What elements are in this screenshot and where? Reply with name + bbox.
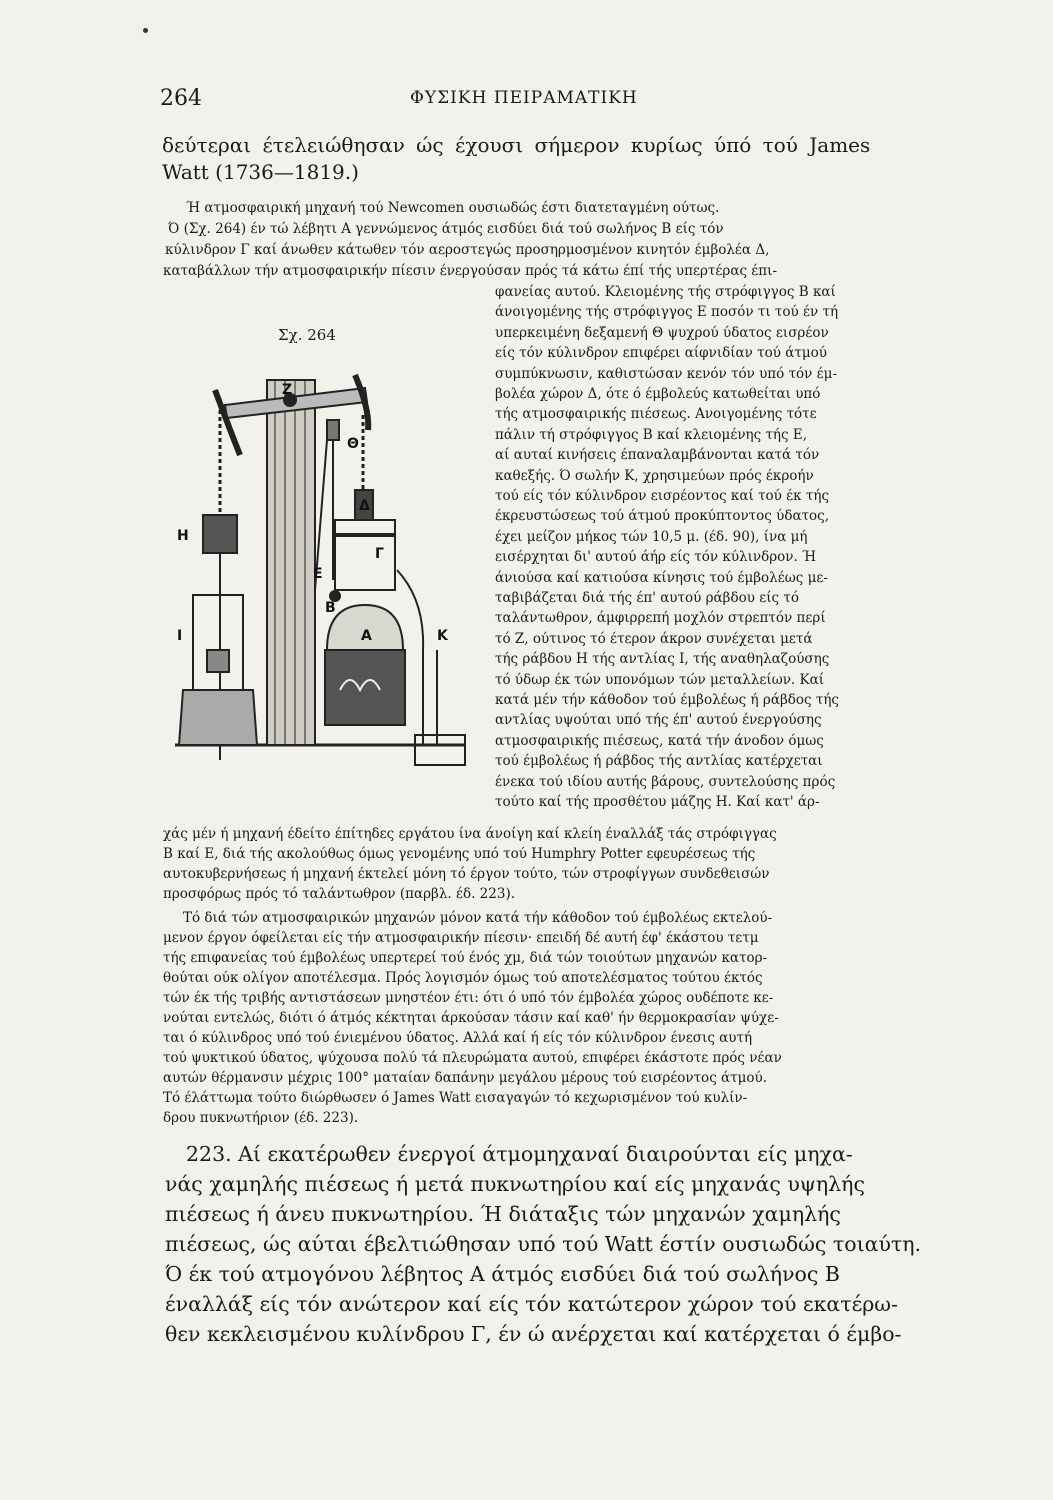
- text-line: εισέρχηται δι' αυτού άήρ είς τόν κύλινδρον. Ή: [495, 549, 817, 566]
- section-line: πιέσεως ή άνευ πυκνωτηρίου. Ή διάταξις τών μηχανών χαμηλής: [165, 1202, 841, 1226]
- text-line: αυτών θέρμανσιν μέχρις 100° ματαίαν δαπάνην μεγάλου μέρους τού εισρέοντος άτμού.: [163, 1070, 768, 1086]
- text-line: αί αυταί κινήσεις έπαναλαμβάνονται κατά τόν: [495, 447, 820, 464]
- text-line: τών έκ τής τριβής αντιστάσεων μνηστέον έτι: ότι ό υπό τόν έμβολέα χώρος ουδέποτε κε-: [163, 990, 774, 1006]
- text-line: καταβάλλων τήν ατμοσφαιρικήν πίεσιν ένεργούσαν πρός τά κάτω έπί τής υπερτέρας έπι-: [163, 263, 778, 279]
- text-line: κύλινδρον Γ καί άνωθεν κάτωθεν τόν αεροστεγώς προσηρμοσμένον κινητόν έμβολέα Δ,: [165, 242, 770, 258]
- text-line: έκρευστώσεως τού άτμού προκύπτοντος ύδατος,: [495, 508, 830, 525]
- text-line: αντλίας υψούται υπό τής έπ' αυτού ένεργούσης: [495, 712, 822, 729]
- page-number: 264: [160, 86, 202, 111]
- text-line: τού ψυκτικού ύδατος, ψύχουσα πολύ τά πλευρώματα αυτού, επιφέρει έκάστοτε πρός νέαν: [163, 1050, 782, 1066]
- text-line: ένεκα τού ιδίου αυτής βάρους, συντελούσης πρός: [495, 773, 836, 790]
- text-line: ταβιβάζεται διά τής έπ' αυτού ράβδου είς τό: [495, 590, 799, 606]
- text-line: τούτο καί τής προσθέτου μάζης Η. Καί κατ' άρ-: [495, 794, 820, 810]
- svg-text:Δ: Δ: [359, 498, 370, 514]
- section-line: Ό έκ τού ατμογόνου λέβητος Α άτμός εισδύει διά τού σωλήνος Β: [165, 1262, 840, 1286]
- svg-text:Β: Β: [325, 600, 336, 616]
- text-line: δρου πυκνωτήριον (έδ. 223).: [163, 1110, 359, 1126]
- text-line: Ή ατμοσφαιρική μηχανή τού Newcomen ουσιωδώς έστι διατεταγμένη ούτως.: [186, 200, 720, 216]
- text-line: ται ό κύλινδρος υπό τού ένιεμένου ύδατος. Αλλά καί ή είς τόν κύλινδρον ένεσις αυτή: [163, 1030, 753, 1046]
- svg-text:Κ: Κ: [437, 628, 448, 644]
- text-line: νούται εντελώς, διότι ό άτμός κέκτηται άρκούσαν τάσιν καί καθ' ήν θερμοκρασίαν ψύχε-: [163, 1010, 779, 1026]
- text-line: κατά μέν τήν κάθοδον τού έμβολέως ή ράβδος τής: [495, 692, 839, 708]
- text-line: πάλιν τή στρόφιγγος Β καί κλειομένης τής Ε,: [495, 426, 808, 443]
- text-line: τής ατμοσφαιρικής πιέσεως. Ανοιγομένης τότε: [495, 406, 817, 423]
- figure-label: Σχ. 264: [278, 326, 336, 344]
- intro-line: δεύτεραι έτελειώθησαν ώς έχουσι σήμερον κυρίως ύπό τού James: [162, 133, 871, 157]
- text-line: τής ράβδου Η τής αντλίας Ι, τής αναθηλαζούσης: [495, 651, 830, 668]
- text-line: Β καί Ε, διά τής ακολούθως όμως γενομένης υπό τού Humphry Potter εφευρέσεως τής: [163, 846, 756, 862]
- text-line: καθεξής. Ό σωλήν Κ, χρησιμεύων πρός έκροήν: [495, 467, 814, 484]
- text-line: μενον έργον όφείλεται είς τήν ατμοσφαιρικήν πίεσιν· επειδή δέ αυτή έφ' έκάστου τετμ: [163, 930, 759, 946]
- text-line: Τό έλάττωμα τούτο διώρθωσεν ό James Watt εισαγαγών τό κεχωρισμένον τού κυλίν-: [163, 1090, 748, 1106]
- running-title: ΦΥΣΙΚΗ ΠΕΙΡΑΜΑΤΙΚΗ: [410, 88, 638, 108]
- text-line: φανείας αυτού. Κλειομένης τής στρόφιγγος Β καί: [495, 284, 836, 300]
- text-line: άνοιγομένης τής στρόφιγγος Ε ποσόν τι τού έν τή: [495, 304, 839, 321]
- text-line: προσφόρως πρός τό ταλάντωθρον (παρβλ. έδ. 223).: [163, 886, 516, 902]
- text-line: τής επιφανείας τού έμβολέως υπερτερεί τού ένός χμ, διά τών τοιούτων μηχανών κατορ-: [163, 950, 768, 966]
- section-line: 223. Αί εκατέρωθεν ένεργοί άτμομηχαναί διαιρούνται είς μηχα-: [186, 1142, 853, 1166]
- svg-text:Ι: Ι: [177, 628, 183, 644]
- figure-letter: Z: [282, 382, 293, 398]
- svg-text:Θ: Θ: [347, 436, 359, 452]
- text-line: τού είς τόν κύλινδρον εισρέοντος καί τού έκ τής: [495, 488, 830, 504]
- section-line: έναλλάξ είς τόν ανώτερον καί είς τόν κατώτερον χώρον τού εκατέρω-: [165, 1292, 898, 1316]
- text-line: υπερκειμένη δεξαμενή Θ ψυχρού ύδατος εισρέον: [495, 324, 829, 341]
- svg-text:Γ: Γ: [375, 546, 384, 562]
- margin-dot: [143, 28, 148, 33]
- intro-line: Watt (1736—1819.): [162, 160, 359, 184]
- text-line: χάς μέν ή μηχανή έδείτο έπίτηδες εργάτου ίνα άνοίγη καί κλείη έναλλάξ τάς στρόφιγγας: [163, 826, 777, 842]
- text-line: Τό διά τών ατμοσφαιρικών μηχανών μόνον κατά τήν κάθοδον τού έμβολέως εκτελού-: [183, 910, 773, 926]
- section-line: νάς χαμηλής πιέσεως ή μετά πυκνωτηρίου καί είς μηχανάς υψηλής: [165, 1172, 865, 1196]
- text-line: τό Ζ, ούτινος τό έτερον άκρον συνέχεται μετά: [495, 630, 813, 647]
- text-line: ατμοσφαιρικής πιέσεως, κατά τήν άνοδον όμως: [495, 732, 824, 749]
- text-line: αυτοκυβερνήσεως ή μηχανή έκτελεί μόνη τό έργον τούτο, τών στροφίγγων συνδεθεισών: [163, 866, 770, 882]
- text-line: θούται ούκ ολίγον αποτέλεσμα. Πρός λογισμόν όμως τού αποτελέσματος τούτου έκτός: [163, 970, 763, 986]
- text-line: Ό (Σχ. 264) έν τώ λέβητι Α γεννώμενος άτμός εισδύει διά τού σωλήνος Β είς τόν: [168, 221, 724, 237]
- section-line: πιέσεως, ώς αύται έβελτιώθησαν υπό τού Watt έστίν ουσιωδώς τοιαύτη.: [165, 1232, 922, 1256]
- section-line: θεν κεκλεισμένου κυλίνδρου Γ, έν ώ ανέρχεται καί κατέρχεται ό έμβο-: [165, 1322, 902, 1346]
- text-line: βολέα χώρον Δ, ότε ό έμβολεύς κατωθείται υπό: [495, 386, 821, 402]
- text-line: συμπύκνωσιν, καθιστώσαν κενόν τόν υπό τόν έμ-: [495, 365, 838, 382]
- svg-text:Ε: Ε: [313, 566, 323, 582]
- svg-text:Α: Α: [361, 628, 372, 644]
- text-line: έχει μείζον μήκος τών 10,5 μ. (έδ. 90), ίνα μή: [495, 528, 808, 545]
- text-line: τού έμβολέως ή ράβδος τής αντλίας κατέρχεται: [495, 753, 823, 770]
- svg-text:Η: Η: [177, 528, 189, 544]
- text-line: τό ύδωρ έκ τών υπονόμων τών μεταλλείων. Καί: [495, 671, 824, 688]
- newcomen-engine-figure: [175, 350, 475, 780]
- text-line: ταλάντωθρον, άμφιρρεπή μοχλόν στρεπτόν περί: [495, 610, 826, 627]
- text-line: είς τόν κύλινδρον επιφέρει αίφνιδίαν τού άτμού: [495, 345, 827, 362]
- text-line: άνιούσα καί κατιούσα κίνησις τού έμβολέως με-: [495, 569, 828, 586]
